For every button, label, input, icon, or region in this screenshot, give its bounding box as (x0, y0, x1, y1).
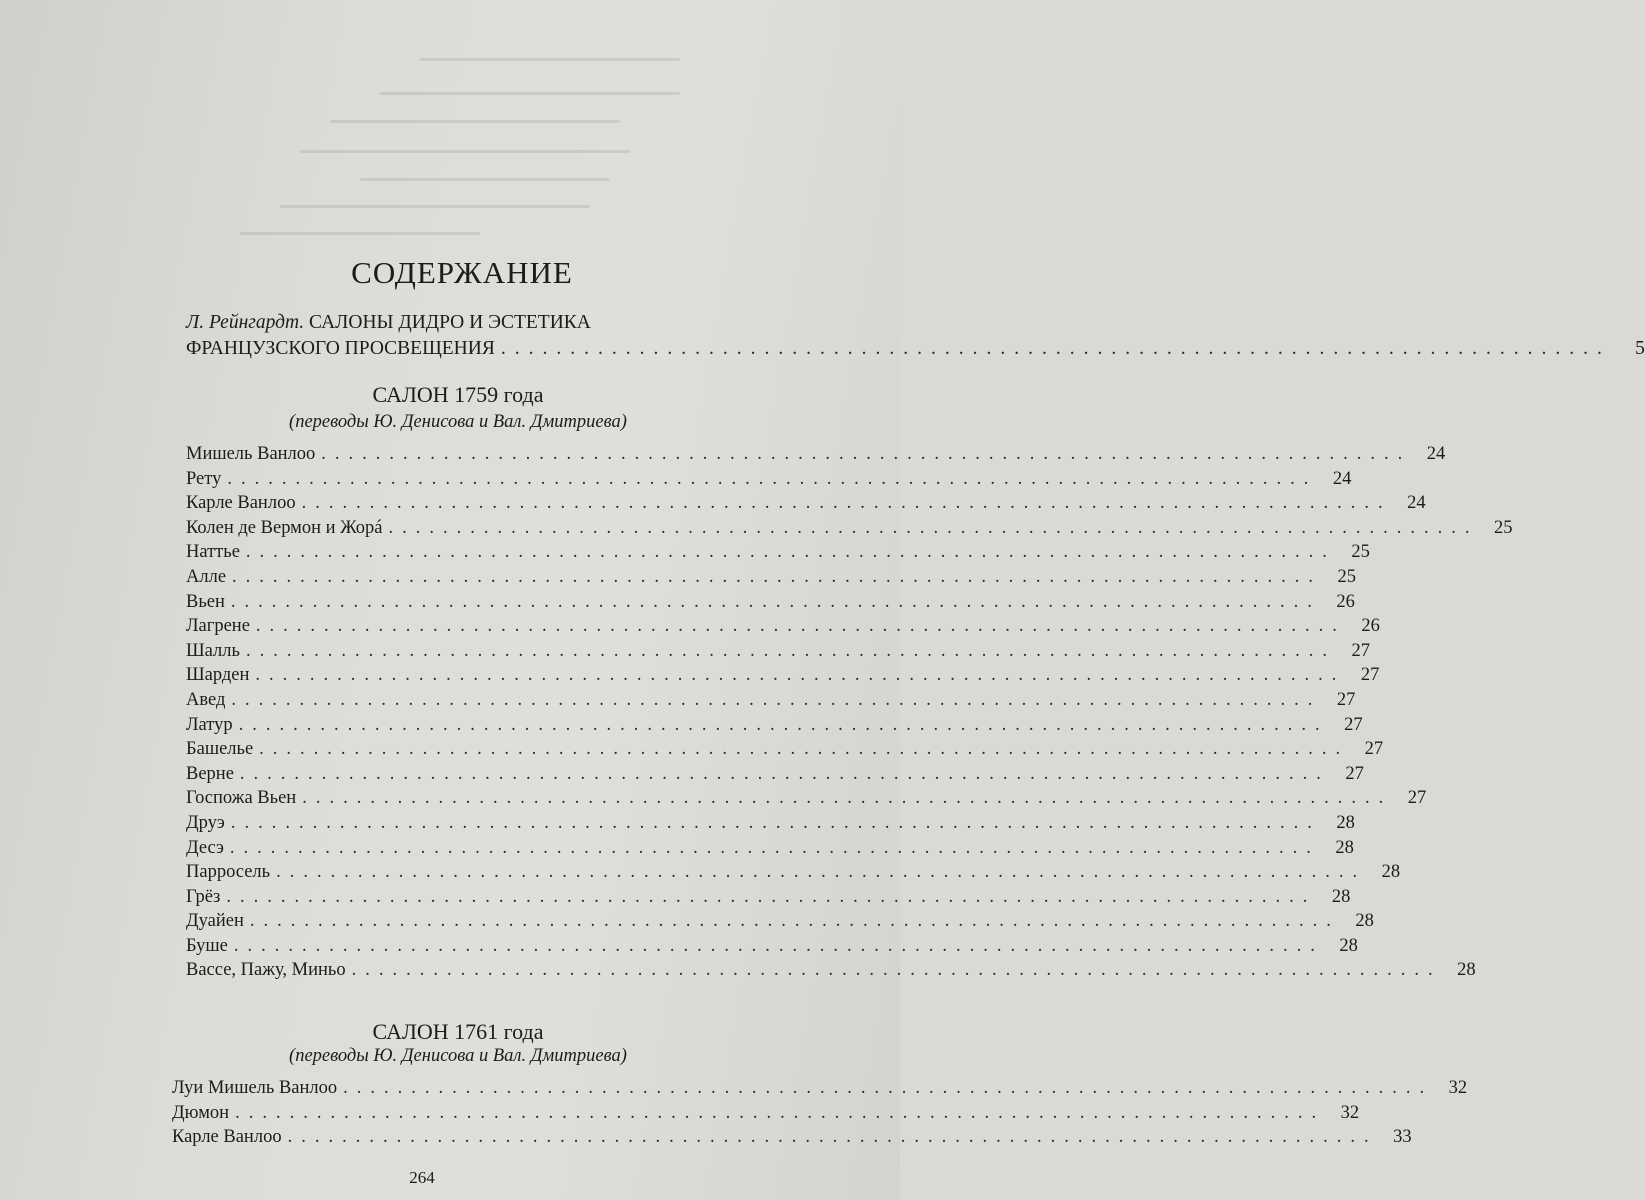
entry-page-number: 26 (1336, 591, 1355, 612)
entry-page-number: 26 (1361, 616, 1380, 637)
leader-dots: ................................................................................ (245, 542, 1336, 563)
entry-page-number: 32 (1448, 1078, 1468, 1098)
entry-title: Парросель (186, 862, 271, 883)
show-through-line (240, 232, 480, 235)
show-through-text (0, 0, 900, 250)
page-number: 264 (409, 1168, 435, 1187)
intro-title-part-1: САЛОНЫ ДИДРО И ЭСТЕТИКА (309, 312, 591, 333)
show-through-line (330, 120, 620, 123)
leader-dots: ................................................................................ (249, 911, 1340, 932)
entry-title: Дюмон (172, 1102, 230, 1123)
show-through-line (420, 58, 680, 61)
leader-dots: ................................................................................ (232, 566, 1323, 587)
leader-dots: ................................................................................ (255, 665, 1346, 686)
entry-page-number: 28 (1381, 862, 1401, 883)
entry-title: Луи Мишель Ванлоо (172, 1078, 338, 1098)
entry-page-number: 28 (1336, 812, 1355, 833)
leader-dots: ................................................................................ (321, 444, 1412, 464)
entry-page-number: 28 (1355, 911, 1374, 932)
toc-entry (186, 886, 1351, 912)
intro-title-part-2: ФРАНЦУЗСКОГО ПРОСВЕЩЕНИЯ (186, 338, 495, 359)
toc-entry (186, 763, 1364, 789)
intro-line-1 (186, 310, 734, 336)
leader-dots: ................................................................................ (238, 714, 1329, 735)
entry-title: Верне (186, 763, 234, 784)
toc-entry (186, 591, 1355, 617)
leader-dots: ................................................................................ (239, 763, 1330, 784)
entry-title: Карле Ванлоо (186, 493, 296, 514)
toc-entry (172, 1078, 1468, 1103)
toc-entry (172, 1102, 1360, 1128)
entry-page-number: 33 (1393, 1127, 1412, 1148)
section-2-translators: (переводы Ю. Денисова и Вал. Дмитриева) (289, 1046, 627, 1066)
show-through-line (300, 150, 630, 153)
entry-title: Мишель Ванлоо (186, 444, 316, 464)
leader-dots: ................................................................................ (388, 517, 1479, 538)
entry-title: Шалль (186, 640, 240, 661)
entry-page-number: 27 (1345, 763, 1364, 784)
toc-entry (186, 935, 1358, 961)
page-title: СОДЕРЖАНИЕ (351, 255, 573, 290)
entry-title: Вьен (186, 591, 225, 612)
leader-dots: ................................................................................ (233, 935, 1324, 956)
show-through-line (380, 92, 680, 95)
leader-dots: ................................................................................ (231, 689, 1322, 710)
entry-page-number: 27 (1351, 640, 1370, 661)
entry-title: Башелье (186, 739, 254, 760)
entry-title: Рету (186, 468, 222, 489)
leader-dots: ................................................................................ (230, 812, 1321, 833)
entry-page-number: 28 (1339, 935, 1358, 956)
leader-dots: ................................................................................ (226, 886, 1317, 907)
leader-dots: ................................................................................ (351, 960, 1442, 981)
entry-page-number: 28 (1457, 960, 1476, 981)
entry-title: Буше (186, 935, 228, 956)
entry-page-number: 27 (1407, 788, 1427, 809)
entry-page-number: 25 (1494, 517, 1513, 538)
intro-author: Л. Рейнгардт. (186, 312, 305, 333)
entry-page-number: 27 (1336, 689, 1356, 710)
entry-title: Вассе, Пажу, Миньо (186, 960, 346, 981)
toc-entry (186, 640, 1370, 666)
entry-title: Десэ (186, 837, 224, 858)
toc-entry (172, 1127, 1412, 1152)
toc-entry (186, 812, 1355, 838)
entry-title: Алле (186, 566, 227, 587)
show-through-line (280, 205, 590, 208)
toc-entry (186, 517, 1513, 543)
toc-entry (186, 542, 1370, 567)
leader-dots: ................................................................................ (230, 591, 1321, 612)
toc-entry (186, 862, 1401, 887)
toc-entry (186, 960, 1476, 985)
leader-dots: ................................................................................ (245, 640, 1336, 661)
entry-page-number: 24 (1332, 468, 1352, 489)
entry-title: Госпожа Вьен (186, 788, 297, 809)
leader-dots: ................................................................................ (259, 739, 1350, 760)
section-2-title: САЛОН 1761 года (372, 1019, 544, 1044)
leader-dots: ................................................................................ (276, 862, 1367, 883)
leader-dots: ................................................................................ (227, 468, 1318, 489)
leader-dots: ................................................................................ (229, 837, 1320, 858)
show-through-line (360, 178, 610, 181)
intro-line-2 (186, 336, 1645, 362)
toc-entry (186, 566, 1357, 592)
entry-page-number: 28 (1331, 886, 1351, 907)
toc-entry (186, 837, 1354, 863)
intro-page-number: 5 (1635, 338, 1645, 359)
leader-dots: ................................................................................ (343, 1078, 1434, 1098)
entry-page-number: 24 (1426, 444, 1446, 464)
entry-page-number: 27 (1360, 665, 1380, 686)
toc-entry (186, 714, 1363, 740)
entry-page-number: 25 (1337, 566, 1357, 587)
toc-entry (186, 689, 1356, 715)
entry-title: Латур (186, 714, 233, 735)
leader-dots: ................................................................................ (301, 493, 1392, 514)
leader-dots: ................................................................................ (302, 788, 1393, 809)
toc-entry (186, 911, 1374, 936)
toc-entry (186, 616, 1380, 641)
toc-entry (186, 493, 1426, 518)
entry-page-number: 32 (1340, 1102, 1360, 1123)
leader-dots: ................................................................................ (235, 1102, 1326, 1123)
entry-page-number: 27 (1364, 739, 1384, 760)
entry-page-number: 25 (1351, 542, 1370, 563)
entry-title: Грёз (186, 886, 221, 907)
leader-dots: ................................................................................ (287, 1127, 1378, 1148)
entry-title: Шарден (186, 665, 250, 686)
entry-title: Карле Ванлоо (172, 1127, 282, 1148)
entry-page-number: 27 (1344, 714, 1363, 735)
entry-title: Друэ (186, 812, 225, 833)
entry-title: Наттье (186, 542, 240, 563)
intro-entry (186, 310, 1645, 362)
entry-title: Авед (186, 689, 226, 710)
entry-page-number: 24 (1407, 493, 1426, 514)
entry-title: Колен де Вермон и Жорá (186, 517, 383, 538)
toc-entry (186, 468, 1352, 494)
toc-entry (186, 444, 1446, 469)
entry-title: Дуайен (186, 911, 244, 932)
section-1-translators: (переводы Ю. Денисова и Вал. Дмитриева) (289, 412, 627, 432)
leader-dots: ................................................................................ (255, 616, 1346, 637)
toc-entry (186, 665, 1380, 690)
section-1-title: САЛОН 1759 года (372, 382, 544, 407)
leader-dots: ................................................................................ (500, 338, 1611, 359)
section-1-entries (186, 444, 1513, 985)
toc-entry (186, 788, 1427, 813)
entry-title: Лагрене (186, 616, 250, 637)
toc-entry (186, 739, 1384, 764)
entry-page-number: 28 (1335, 837, 1354, 858)
section-2-entries (172, 1078, 1468, 1152)
